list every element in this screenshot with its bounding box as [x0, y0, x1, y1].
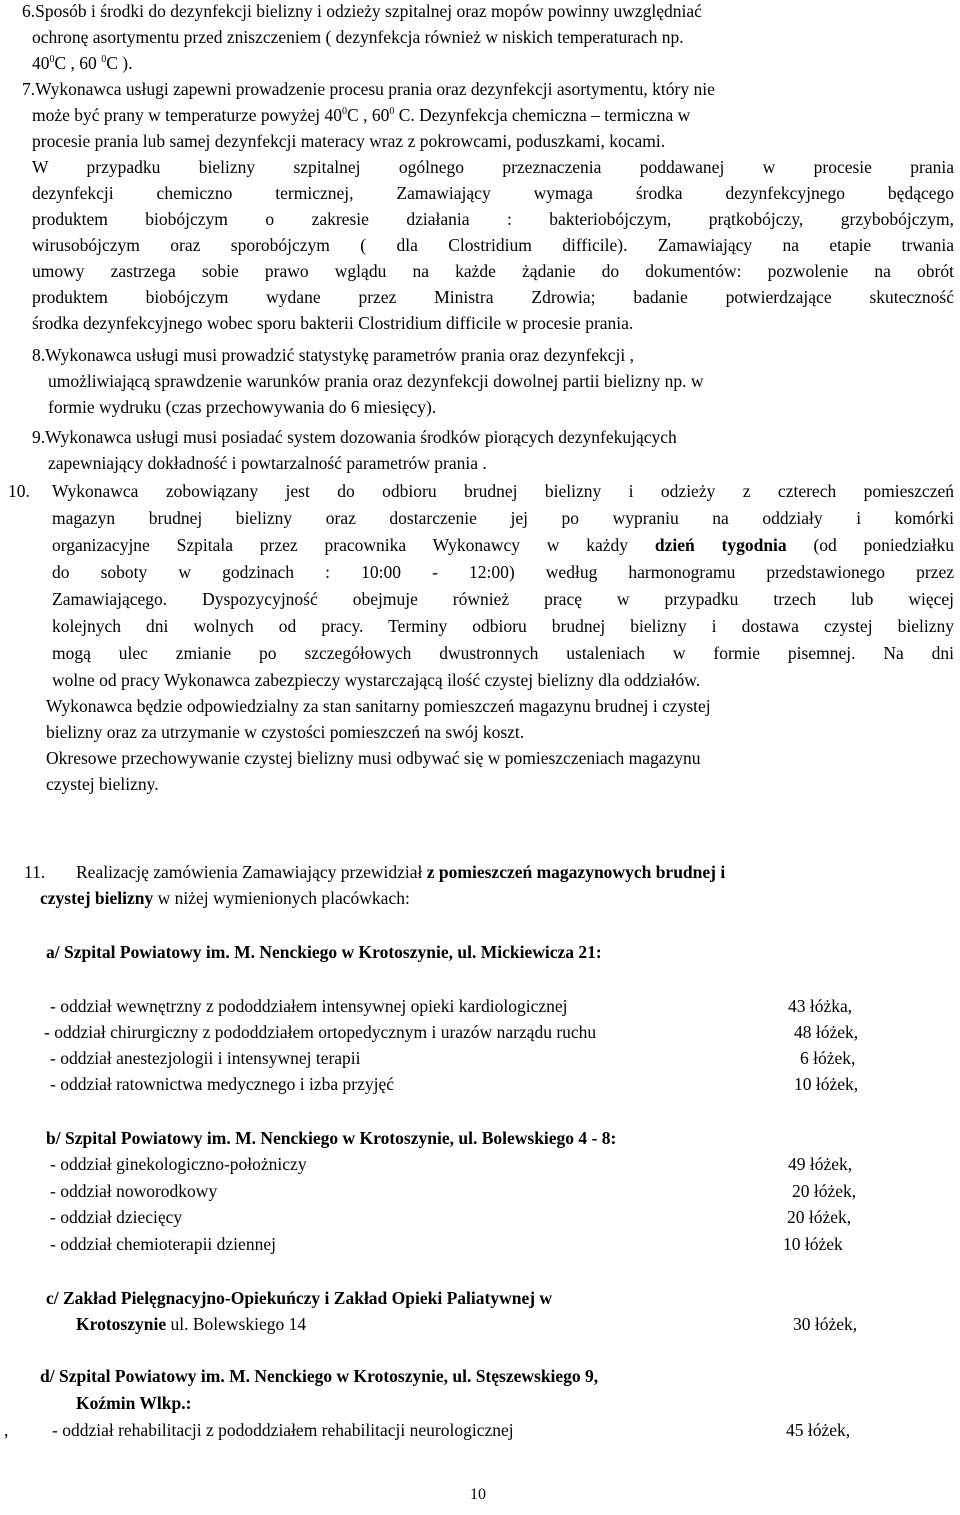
ward-label: - oddział wewnętrzny z pododdziałem intensywnej opieki kardiologicznej	[50, 996, 568, 1016]
section-b-row-2	[50, 1180, 910, 1202]
p7-line-6: produktem biobójczym o zakresie działania : bakteriobójczym, prątkobójczy, grzybobójczym,	[32, 209, 954, 229]
section-b-row-1	[50, 1153, 910, 1175]
p6-line-3: $40^0C$ , 60 $^0$C ).	[32, 53, 133, 73]
p6-line-2: ochronę asortymentu przed zniszczeniem ( dezynfekcja również w niskich temperaturach np.	[32, 27, 684, 47]
p10-line-4: do soboty w godzinach : 10:00 - 12:00) według harmonogramu przedstawionego przez	[52, 562, 954, 582]
bed-count: 43 łóżka,	[788, 996, 853, 1016]
p10-number: 10.	[8, 481, 30, 501]
p10-line-1: Wykonawca zobowiązany jest do odbioru brudnej bielizny i odzieży z czterech pomieszczeń	[52, 481, 954, 501]
section-c-heading: c/ Zakład Pielęgnacyjno-Opiekuńczy i Zakład Opieki Paliatywnej w	[46, 1288, 553, 1308]
p10-line-2: magazyn brudnej bielizny oraz dostarczenie jej po wypraniu na oddziały i komórki	[52, 508, 954, 528]
ward-label: - oddział ginekologiczno-położniczy	[50, 1154, 307, 1174]
bed-count: 10 łóżek,	[794, 1074, 859, 1094]
ward-label: - oddział ratownictwa medycznego i izba przyjęć	[50, 1074, 395, 1094]
p7-line-5: dezynfekcji chemiczno termicznej, Zamawiający wymaga środka dezynfekcyjnego będącego	[32, 183, 954, 203]
p6-line-1: 6.Sposób i środki do dezynfekcji bielizny i odzieży szpitalnej oraz mopów powinny uwzględniać	[22, 1, 702, 21]
p8-line-2: umożliwiającą sprawdzenie warunków prania oraz dezynfekcji dowolnej partii bielizny np. w	[48, 371, 704, 391]
section-d-subheading: Koźmin Wlkp.:	[76, 1393, 192, 1413]
section-a-row-1	[50, 995, 910, 1017]
section-d-row-1	[52, 1419, 912, 1441]
p9-line-2: zapewniający dokładność i powtarzalność parametrów prania .	[48, 453, 487, 473]
p7-line-3: procesie prania lub samej dezynfekcji materacy wraz z pokrowcami, poduszkami, kocami.	[32, 131, 666, 151]
p10-line-7: mogą ulec zmianie po szczegółowych dwustronnych ustaleniach w formie pisemnej. Na dni	[52, 643, 954, 663]
ward-label: - oddział chirurgiczny z pododdziałem ortopedycznym i urazów narządu ruchu	[44, 1022, 597, 1042]
ward-label: - oddział dziecięcy	[50, 1207, 183, 1227]
p7-line-10: środka dezynfekcyjnego wobec sporu bakterii Clostridium difficile w procesie prania.	[32, 313, 634, 333]
p10-line-8: wolne od pracy Wykonawca zabezpieczy wystarczającą ilość czystej bielizny dla oddziałów.	[52, 670, 701, 690]
p9-line-1: 9.Wykonawca usługi musi posiadać system dozowania środków piorących dezynfekujących	[32, 427, 677, 447]
p10-line-10: bielizny oraz za utrzymanie w czystości pomieszczeń na swój koszt.	[46, 722, 525, 742]
bed-count: 30 łóżek,	[793, 1314, 858, 1334]
section-b-row-3	[50, 1206, 910, 1228]
p8-line-3: formie wydruku (czas przechowywania do 6 miesięcy).	[48, 397, 437, 417]
section-a-row-3	[50, 1047, 910, 1069]
section-a-row-4	[50, 1073, 910, 1095]
section-d-heading: d/ Szpital Powiatowy im. M. Nenckiego w Krotoszynie, ul. Stęszewskiego 9,	[40, 1366, 599, 1386]
p7-line-2: może być prany w temperaturze powyżej $40^0C$ , $60^0$ C. Dezynfekcja chemiczna – termiczna w	[32, 105, 691, 125]
ward-label: - oddział anestezjologii i intensywnej terapii	[50, 1048, 361, 1068]
ward-label: - oddział chemioterapii dziennej	[50, 1234, 276, 1254]
section-a-row-2	[44, 1021, 914, 1043]
bed-count: 10 łóżek	[783, 1234, 843, 1254]
p7-line-9: produktem biobójczym wydane przez Ministra Zdrowia; badanie potwierdzające skuteczność	[32, 287, 954, 307]
bed-count: 49 łóżek,	[788, 1154, 853, 1174]
p7-line-7: wirusobójczym oraz sporobójczym ( dla Clostridium difficile). Zamawiający na etapie trwania	[32, 235, 954, 255]
ward-label: - oddział rehabilitacji z pododdziałem rehabilitacji neurologicznej	[52, 1420, 514, 1440]
bed-count: 20 łóżek,	[787, 1207, 852, 1227]
p11-line-1: Realizację zamówienia Zamawiający przewidział z pomieszczeń magazynowych brudnej i	[76, 862, 726, 882]
p8-line-1: 8.Wykonawca usługi musi prowadzić statystykę parametrów prania oraz dezynfekcji ,	[32, 345, 634, 365]
p10-line-5: Zamawiającego. Dyspozycyjność obejmuje również pracę w przypadku trzech lub więcej	[52, 589, 954, 609]
p11-line-2: czystej bielizny w niżej wymienionych placówkach:	[40, 888, 410, 908]
bed-count: 6 łóżek,	[800, 1048, 856, 1068]
section-a-heading: a/ Szpital Powiatowy im. M. Nenckiego w Krotoszynie, ul. Mickiewicza 21:	[46, 942, 602, 962]
p7-line-4: W przypadku bielizny szpitalnej ogólnego przeznaczenia poddawanej w procesie prania	[32, 157, 954, 177]
section-b-row-4	[50, 1233, 910, 1255]
section-c-address-row	[76, 1313, 910, 1335]
page-number: 10	[470, 1486, 486, 1503]
section-c-address: Krotoszynie ul. Bolewskiego 14	[76, 1314, 307, 1334]
p10-line-11: Okresowe przechowywanie czystej bielizny musi odbywać się w pomieszczeniach magazynu	[46, 748, 701, 768]
ward-label: - oddział noworodkowy	[50, 1181, 218, 1201]
p10-line-3: organizacyjne Szpitala przez pracownika Wykonawcy w każdy dzień tygodnia (od poniedziałku	[52, 535, 955, 555]
p7-line-8: umowy zastrzega sobie prawo wglądu na każde żądanie do dokumentów: pozwolenie na obrót	[32, 261, 954, 281]
p10-line-9: Wykonawca będzie odpowiedzialny za stan sanitarny pomieszczeń magazynu brudnej i czystej	[46, 696, 711, 716]
p11-number: 11.	[24, 862, 46, 882]
bed-count: 20 łóżek,	[792, 1181, 857, 1201]
stray-comma: ,	[4, 1420, 9, 1440]
p10-line-12: czystej bielizny.	[46, 774, 159, 794]
p10-line-6: kolejnych dni wolnych od pracy. Terminy odbioru brudnej bielizny i dostawa czystej bielizny	[52, 616, 954, 636]
bed-count: 45 łóżek,	[786, 1420, 851, 1440]
bed-count: 48 łóżek,	[794, 1022, 859, 1042]
p7-line-1: 7.Wykonawca usługi zapewni prowadzenie procesu prania oraz dezynfekcji asortymentu, który nie	[22, 79, 715, 99]
section-b-heading: b/ Szpital Powiatowy im. M. Nenckiego w Krotoszynie, ul. Bolewskiego 4 - 8:	[46, 1128, 617, 1148]
